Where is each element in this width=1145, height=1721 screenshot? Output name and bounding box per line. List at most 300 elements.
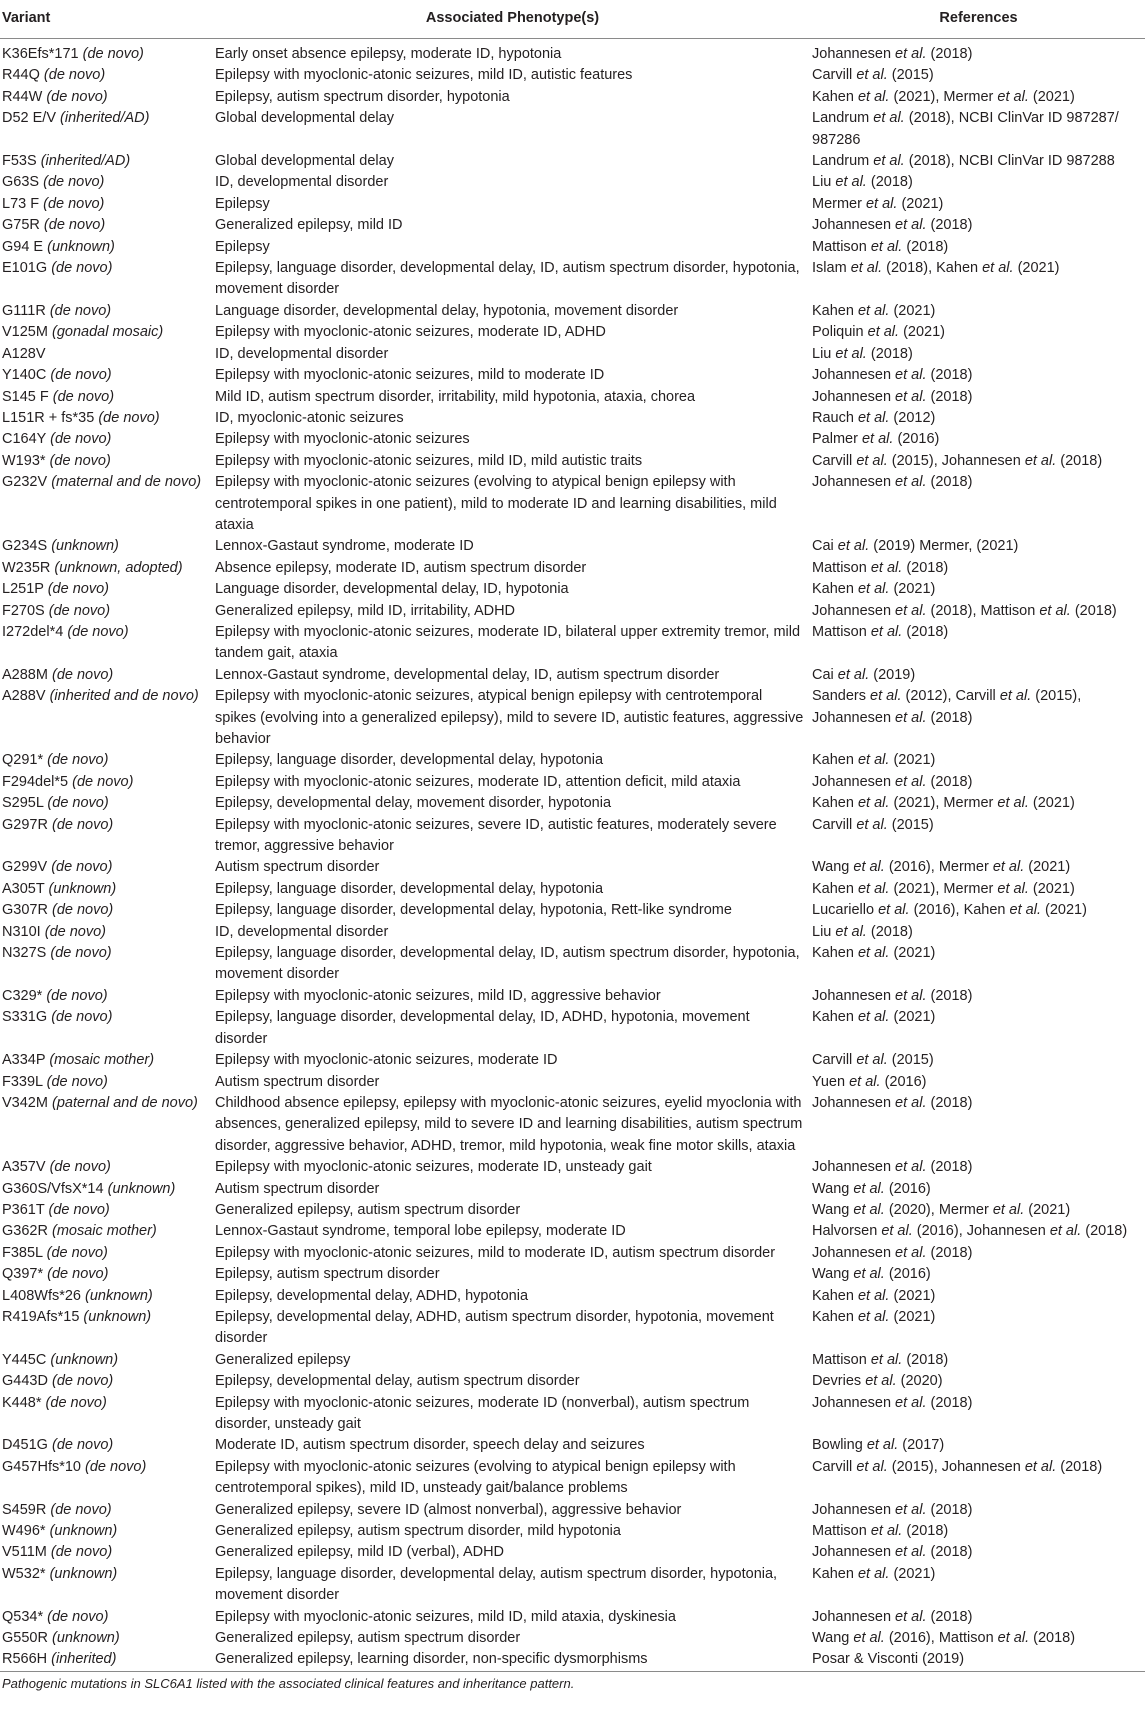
variant-code: W235R [2,559,51,576]
reference-author: Johannesen [812,773,892,790]
variant-cell [0,39,213,66]
inheritance-label: (paternal and de novo) [51,1094,198,1111]
et-al: et al. [1039,602,1071,619]
table-row [0,1649,1145,1671]
reference-author: Wang [812,1266,850,1283]
reference-author: Kahen [812,1009,854,1026]
phenotype-cell: Autism spectrum disorder [215,1073,380,1090]
reference-year: (2021) [1045,902,1087,919]
variant-code: A288V [2,688,46,705]
inheritance-label: (de novo) [45,1394,107,1411]
et-al: et al. [856,816,888,833]
reference [812,1544,972,1560]
table-row [0,772,1145,793]
table-row [0,1072,1145,1093]
et-al: et al. [835,345,867,362]
phenotype-cell: Epilepsy, developmental delay, autism spectrum disorder [215,1373,580,1390]
reference-year: (2016) [888,859,931,876]
phenotype-cell: Generalized epilepsy, mild ID, irritability, ADHD [215,602,516,619]
references-cell [812,558,1145,579]
reference [812,902,956,918]
phenotype-cell: Epilepsy with myoclonic-atonic seizures, moderate ID, ADHD [215,324,606,341]
phenotype-cell: Absence epilepsy, moderate ID, autism spectrum disorder [215,559,587,576]
variant-cell [0,536,213,557]
phenotype-cell: Autism spectrum disorder [215,859,380,876]
reference-year: (2016) [916,1223,959,1240]
reference-author: Johannesen [812,1094,892,1111]
et-al: et al. [992,1201,1025,1218]
variant-code: L251P [2,581,44,598]
references-cell [812,1649,1145,1671]
et-al: et al. [873,153,905,170]
reference [812,1074,927,1090]
reference-year: (2018) [930,602,973,619]
variant-code: Q397* [2,1266,44,1283]
variant-cell [0,408,213,429]
references-cell [812,472,1145,536]
inheritance-label: (mosaic mother) [49,1052,155,1069]
et-al: et al. [850,260,883,277]
reference [812,1095,972,1111]
references-cell [812,1007,1145,1050]
inheritance-label: (gonadal mosaic) [51,324,164,341]
et-al: et al. [895,987,927,1004]
references-cell [812,322,1145,343]
reference-year: (2016) [897,431,940,448]
reference-year: (2017) [902,1437,945,1454]
inheritance-label: (de novo) [51,1009,113,1026]
inheritance-label: (de novo) [98,409,160,426]
variant-cell [0,1221,213,1242]
reference [812,1266,931,1282]
reference-year: (2018) [930,1501,973,1518]
variant-cell [0,879,213,900]
reference [812,1309,935,1325]
table-row [0,451,1145,472]
table-row [0,1393,1145,1436]
inheritance-label: (de novo) [47,581,109,598]
variant-code: L151R + fs*35 [2,409,95,426]
reference [812,239,948,255]
inheritance-label: (unknown) [48,880,117,897]
references-cell [812,237,1145,258]
table-row [0,900,1145,921]
et-al: et al. [895,1544,927,1561]
reference-year: (2021) [893,302,936,319]
reference-year: (2021) [1028,1201,1071,1218]
references-cell: Wang et al. (2016), Mermer et al. (2021) [812,859,1071,876]
reference [812,1288,935,1304]
variant-cell [0,1179,213,1200]
reference [812,46,972,62]
reference [812,881,935,897]
variant-code: F53S [2,153,37,170]
reference-author: Landrum [812,153,870,170]
table-row [0,1050,1145,1071]
references-cell: Islam et al. (2018), Kahen et al. (2021) [812,260,1060,277]
variant-cell [0,258,213,301]
reference-author: Mermer [943,795,994,812]
inheritance-label: (de novo) [72,773,134,790]
inheritance-label: (unknown, adopted) [54,559,183,576]
et-al: et al. [867,324,900,341]
table-row [0,1607,1145,1628]
reference [812,581,935,597]
table-row [0,172,1145,193]
reference [943,89,1074,105]
phenotype-cell: Generalized epilepsy [215,1351,351,1368]
inheritance-label: (de novo) [49,452,111,469]
table-row [0,1542,1145,1563]
variant-code: S331G [2,1009,48,1026]
variant-cell [0,943,213,986]
phenotype-cell: Epilepsy, developmental delay, movement disorder, hypotonia [215,795,612,812]
reference [939,859,1070,875]
references-cell [812,986,1145,1007]
table-row [0,322,1145,343]
et-al: et al. [895,367,927,384]
reference-year: (2015) [891,1052,934,1069]
et-al: et al. [999,688,1032,705]
variant-code: F270S [2,602,45,619]
variant-cell [0,451,213,472]
table-row [0,87,1145,108]
inheritance-label: (unknown) [51,1630,120,1647]
variant-code: G307R [2,902,48,919]
inheritance-label: (unknown) [50,1351,119,1368]
table-row [0,301,1145,322]
reference-year: (2018) [930,1394,973,1411]
references-cell [812,172,1145,193]
inheritance-label: (de novo) [47,1608,109,1625]
reference-author: Kahen [812,1287,854,1304]
references-cell [812,39,1145,66]
reference [812,389,972,405]
variant-code: Y140C [2,367,47,384]
variant-code: G299V [2,859,48,876]
inheritance-label: (unknown) [51,538,119,555]
table-row [0,1500,1145,1521]
reference-year: (2019) Mermer [873,538,969,555]
table-row [0,1286,1145,1307]
variant-cell [0,1072,213,1093]
reference [812,260,928,276]
reference-year: (2018) [930,474,973,491]
reference-year: (2018) [930,46,973,62]
et-al: et al. [982,260,1014,277]
inheritance-label: (de novo) [49,302,112,319]
et-al: et al. [857,581,890,598]
variant-cell [0,172,213,193]
reference [812,560,948,576]
reference-year: (2018) [930,987,973,1004]
variant-cell [0,1564,213,1607]
reference-year: (2016) [884,1073,927,1090]
reference-author: Carvill [812,67,853,84]
table-row [0,108,1145,151]
table-row [0,151,1145,172]
reference-author: Johannesen [812,367,892,384]
reference [812,710,972,726]
variant-code: C164Y [2,431,47,448]
reference-author: Carvill [812,1458,853,1475]
et-al: et al. [835,174,867,191]
reference [812,1181,931,1197]
table-row [0,429,1145,450]
reference-author: Johannesen [941,452,1021,469]
reference-year: (2012) [905,688,948,705]
variant-cell [0,472,213,536]
variant-code: G75R [2,217,40,234]
references-cell: Johannesen et al. (2018), Mattison et al. (2018) [812,602,1117,619]
phenotype-cell: Lennox-Gastaut syndrome, temporal lobe epilepsy, moderate ID [215,1223,626,1240]
phenotype-cell: Epilepsy with myoclonic-atonic seizures, moderate ID [215,1052,558,1069]
references-cell [812,344,1145,365]
et-al: et al. [853,859,885,876]
variant-code: Q534* [2,1608,44,1625]
reference [812,774,972,790]
inheritance-label: (de novo) [50,1501,112,1518]
table-row [0,986,1145,1007]
reference-author: Mermer [938,859,989,876]
inheritance-label: (de novo) [85,1458,147,1475]
reference-author: Kahen [812,1308,854,1325]
reference [812,1523,948,1539]
inheritance-label: (de novo) [48,602,111,619]
table-row [0,536,1145,557]
reference-author: Kahen [812,945,854,962]
reference-year: (2012) [893,409,936,426]
references-cell [812,1393,1145,1436]
reference [812,988,972,1004]
reference-year: (2016) [888,1266,931,1283]
phenotype-cell: Epilepsy [215,195,270,212]
variant-cell [0,1521,213,1542]
reference [812,1245,972,1261]
et-al: et al. [895,1244,927,1261]
references-cell [812,194,1145,215]
reference [976,538,1018,554]
et-al: et al. [853,1180,885,1197]
reference-author: Bowling [812,1437,863,1454]
phenotype-cell: Epilepsy, developmental delay, ADHD, hypotonia [215,1287,529,1304]
et-al: et al. [865,1373,897,1390]
inheritance-label: (unknown) [83,1308,152,1325]
table-body [0,39,1145,1672]
et-al: et al. [895,1159,927,1176]
variant-cell [0,194,213,215]
phenotype-cell: Epilepsy, language disorder, developmental delay, autism spectrum disorder, hypotonia, movement disorder [215,1565,778,1604]
phenotype-cell: Epilepsy, developmental delay, ADHD, autism spectrum disorder, hypotonia, movement disorder [215,1308,774,1347]
reference-year: (2021) [903,324,946,341]
reference-year: (2021) [893,1308,936,1325]
variant-code: G234S [2,538,48,555]
inheritance-label: (de novo) [51,859,113,876]
variant-code: G457Hfs*10 [2,1458,81,1475]
table-row [0,665,1145,686]
references-cell: Cai et al. (2019) Mermer, (2021) [812,538,1019,555]
reference-year: (2018) [1074,602,1117,619]
reference-year: (2016) [888,1180,931,1197]
reference-year: (2021) [893,945,936,962]
et-al: et al. [870,238,903,255]
reference [812,410,935,426]
references-cell [812,772,1145,793]
references-cell [812,1371,1145,1392]
reference [812,624,948,640]
table-row [0,1243,1145,1264]
variant-cell [0,750,213,771]
table-row [0,879,1145,900]
references-cell [812,1093,1145,1157]
phenotype-cell: Childhood absence epilepsy, epilepsy with myoclonic-atonic seizures, eyelid myoclonia with absences, generalized epilepsy, mild to severe ID and learning disabilities, autism spectrum disorder, aggressive behavior, ADHD, tremor, mild hypotonia, weak fine motor skills, ataxia [215,1094,803,1154]
reference-year: (2021) [1032,880,1075,897]
et-al: et al. [870,688,902,705]
references-cell [812,65,1145,86]
variant-code: L73 F [2,195,40,212]
reference [812,153,1115,169]
reference [812,1159,972,1175]
reference-year: (2021) [893,795,936,812]
table-row [0,622,1145,665]
variant-cell [0,429,213,450]
reference-author: Johannesen [812,217,892,234]
variant-code: S295L [2,795,44,812]
reference [812,474,972,490]
variant-code: S459R [2,1501,47,1518]
inheritance-label: (de novo) [47,752,109,769]
reference [812,795,935,811]
table-row [0,1350,1145,1371]
table-row [0,215,1145,236]
variant-cell [0,1157,213,1178]
reference-year: (2018) [906,559,949,576]
variant-code: A357V [2,1159,46,1176]
reference [812,453,934,469]
variant-cell [0,1628,213,1649]
et-al: et al. [857,752,890,769]
reference-author: Kahen [812,88,854,105]
variant-code: F339L [2,1073,43,1090]
reference-year: (2021) [901,195,944,212]
references-cell [812,108,1145,151]
references-cell [812,943,1145,986]
inheritance-label: (de novo) [48,1201,110,1218]
reference-year: (2021) [893,880,936,897]
inheritance-label: (de novo) [49,1159,111,1176]
variant-cell [0,601,213,622]
inheritance-label: (de novo) [51,902,114,919]
reference-year: (2018) [1060,1458,1103,1475]
phenotype-cell: Epilepsy with myoclonic-atonic seizures, mild ID, mild ataxia, dyskinesia [215,1608,676,1625]
phenotype-cell: Epilepsy [215,238,270,255]
reference-year: (2021) [893,1565,936,1582]
header-variant: Variant [0,0,213,39]
reference-year: (2018) [930,1544,973,1561]
reference-year: (2018) [906,238,949,255]
variant-cell [0,1264,213,1285]
et-al: et al. [881,1223,913,1240]
inheritance-label: (de novo) [46,1244,108,1261]
reference-author: Mattison [812,1351,867,1368]
variant-code: G297R [2,816,48,833]
reference-year: (2018) [930,367,973,384]
reference [812,1651,964,1667]
reference-year: (2018) [870,174,913,191]
references-cell [812,1350,1145,1371]
table-row [0,387,1145,408]
phenotype-cell: Generalized epilepsy, autism spectrum disorder [215,1201,521,1218]
reference-year: Posar & Visconti (2019) [812,1651,965,1668]
reference-year: (2018) [930,709,973,726]
phenotype-cell: Moderate ID, autism spectrum disorder, speech delay and seizures [215,1437,645,1454]
table-row [0,344,1145,365]
reference [812,1373,943,1389]
phenotype-cell: Epilepsy with myoclonic-atonic seizures, mild ID, mild autistic traits [215,452,643,469]
variant-cell [0,772,213,793]
phenotype-cell: Generalized epilepsy, autism spectrum disorder [215,1630,521,1647]
phenotype-cell: ID, developmental disorder [215,923,389,940]
phenotype-cell: Early onset absence epilepsy, moderate ID, hypotonia [215,46,562,62]
reference-author: Kahen [963,902,1006,919]
et-al: et al. [1024,1458,1057,1475]
variant-cell [0,1007,213,1050]
inheritance-label: (unknown) [49,1523,118,1540]
et-al: et al. [857,1287,890,1304]
reference [812,945,935,961]
reference-year: (2015) [891,67,934,84]
reference-author: Rauch [812,409,854,426]
reference [812,667,915,683]
variant-code: A288M [2,666,48,683]
table-row [0,579,1145,600]
references-cell [812,365,1145,386]
variant-cell [0,1350,213,1371]
variant-code: G550R [2,1630,48,1647]
reference-year: (2019) [873,666,916,683]
reference-author: Wang [812,1201,850,1218]
et-al: et al. [835,923,867,940]
reference-author: Johannesen [812,1608,892,1625]
phenotype-cell: Mild ID, autism spectrum disorder, irritability, mild hypotonia, ataxia, chorea [215,388,696,405]
variant-cell [0,387,213,408]
inheritance-label: (de novo) [44,923,106,940]
variant-cell [0,108,213,151]
variant-cell [0,1371,213,1392]
reference-author: Carvill [812,452,853,469]
table-row [0,1179,1145,1200]
table-row [0,601,1145,622]
reference-author: Lucariello [812,902,875,919]
table-row [0,237,1145,258]
variant-cell [0,793,213,814]
reference-year: (2018) [886,260,929,277]
reference [812,1223,959,1239]
inheritance-label: (de novo) [51,1437,114,1454]
table-caption: Pathogenic mutations in SLC6A1 listed with the associated clinical features and inheritance pattern. [2,1675,575,1691]
reference [812,1052,934,1068]
variant-code: V125M [2,324,48,341]
variant-cell [0,1307,213,1350]
reference-author: Poliquin [812,324,864,341]
references-cell [812,665,1145,686]
reference [812,603,972,619]
variant-cell [0,1500,213,1521]
reference [812,431,939,447]
references-cell [812,1500,1145,1521]
et-al: et al. [857,302,890,319]
reference-author: Mermer [812,195,862,212]
